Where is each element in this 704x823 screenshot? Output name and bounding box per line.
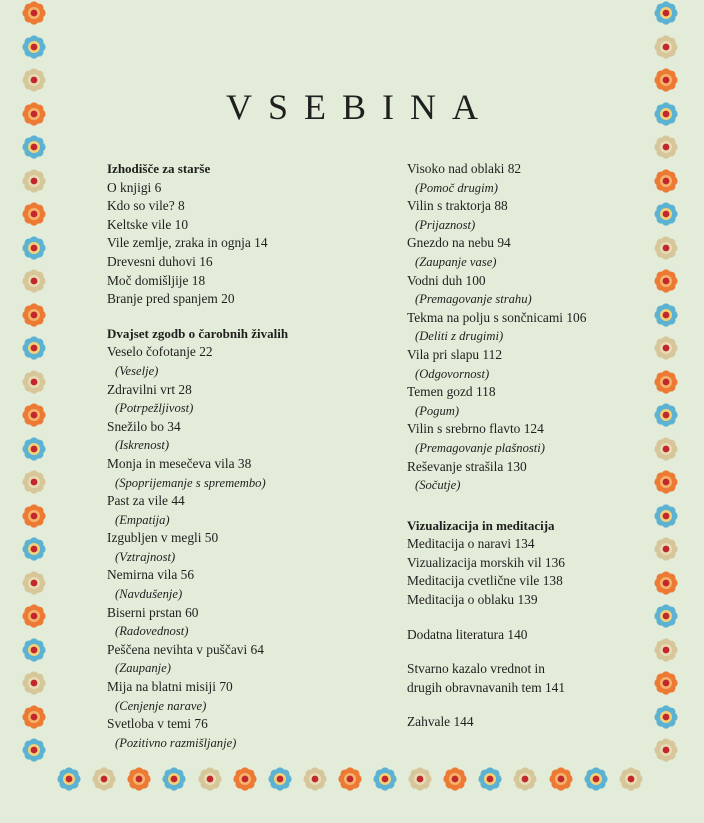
story-entry[interactable] (407, 309, 667, 346)
story-entry[interactable] (107, 492, 377, 529)
story-entry[interactable] (407, 420, 667, 457)
story-title: Reševanje strašila 130 (407, 458, 527, 474)
orange-flower-icon (22, 604, 46, 628)
toc-entry[interactable]: Branje pred spanjem 20 (107, 291, 235, 307)
story-title: Peščena nevihta v puščavi 64 (107, 641, 264, 657)
section-heading-meditation: Vizualizacija in meditacija (407, 517, 555, 533)
tan-flower-icon (92, 767, 116, 791)
blue-flower-icon (57, 767, 81, 791)
story-entry[interactable] (107, 715, 377, 752)
blue-flower-icon (22, 437, 46, 461)
story-entry[interactable] (107, 381, 377, 418)
meditation-list (407, 535, 667, 609)
orange-flower-icon (22, 403, 46, 427)
orange-flower-icon (338, 767, 362, 791)
story-entry[interactable] (107, 343, 377, 380)
orange-flower-icon (233, 767, 257, 791)
story-title: Vilin s srebrno flavto 124 (407, 421, 544, 437)
tan-flower-icon (22, 571, 46, 595)
story-title: Nemirna vila 56 (107, 567, 195, 583)
story-title: Vodni duh 100 (407, 272, 486, 288)
left-column (107, 160, 377, 752)
right-column (407, 160, 667, 732)
toc-entry[interactable]: Keltske vile 10 (107, 216, 189, 232)
blue-flower-icon (22, 236, 46, 260)
toc-entry-literature[interactable]: Dodatna literatura 140 (407, 626, 528, 642)
tan-flower-icon (619, 767, 643, 791)
toc-entry[interactable]: Vile zemlje, zraka in ognja 14 (107, 235, 268, 251)
toc-entry[interactable]: Vizualizacija morskih vil 136 (407, 554, 565, 570)
story-value: (Premagovanje plašnosti) (415, 440, 545, 455)
section-heading-parents: Izhodišče za starše (107, 161, 211, 176)
story-entry[interactable] (407, 272, 667, 309)
orange-flower-icon (22, 303, 46, 327)
story-entry[interactable] (107, 455, 377, 492)
toc-entry[interactable]: Meditacija o naravi 134 (407, 536, 535, 552)
story-value: (Zaupanje) (115, 661, 171, 676)
blue-flower-icon (22, 35, 46, 59)
story-value: (Zaupanje vase) (415, 254, 497, 269)
orange-flower-icon (549, 767, 573, 791)
story-entry[interactable] (407, 160, 667, 197)
blue-flower-icon (584, 767, 608, 791)
tan-flower-icon (654, 35, 678, 59)
index-line: Stvarno kazalo vrednot in (407, 661, 545, 677)
story-entry[interactable] (107, 678, 377, 715)
story-entry[interactable] (407, 234, 667, 271)
page-title: VSEBINA (225, 87, 494, 128)
tan-flower-icon (22, 370, 46, 394)
story-title: Vilin s traktorja 88 (407, 198, 508, 214)
story-entry[interactable] (107, 418, 377, 455)
story-title: Izgubljen v megli 50 (107, 530, 219, 546)
stories-list-right (407, 160, 667, 495)
story-entry[interactable] (107, 641, 377, 678)
blue-flower-icon (22, 336, 46, 360)
toc-entry[interactable]: Moč domišljije 18 (107, 272, 206, 288)
story-value: (Pozitivno razmišljanje) (115, 735, 237, 750)
story-value: (Navdušenje) (115, 587, 183, 602)
blue-flower-icon (162, 767, 186, 791)
story-value: (Prijaznost) (415, 217, 476, 232)
toc-entry[interactable]: O knjigi 6 (107, 179, 162, 195)
story-title: Temen gozd 118 (407, 384, 496, 400)
tan-flower-icon (198, 767, 222, 791)
story-entry[interactable] (407, 383, 667, 420)
tan-flower-icon (654, 135, 678, 159)
story-title: Visoko nad oblaki 82 (407, 161, 522, 176)
parents-list (107, 179, 377, 309)
story-value: (Sočutje) (415, 478, 461, 493)
tan-flower-icon (22, 269, 46, 293)
story-value: (Radovednost) (115, 624, 189, 639)
story-value: (Veselje) (115, 363, 159, 378)
tan-flower-icon (22, 169, 46, 193)
story-value: (Cenjenje narave) (115, 698, 207, 713)
toc-entry[interactable]: Drevesni duhovi 16 (107, 253, 213, 269)
tan-flower-icon (22, 671, 46, 695)
story-value: (Empatija) (115, 512, 170, 527)
story-entry[interactable] (407, 346, 667, 383)
story-value: (Pogum) (415, 403, 460, 418)
story-value: (Vztrajnost) (115, 549, 176, 564)
story-title: Mija na blatni misiji 70 (107, 679, 233, 695)
toc-entry[interactable]: Meditacija cvetlične vile 138 (407, 573, 563, 589)
story-value: (Spoprijemanje s spremembo) (115, 475, 266, 490)
tan-flower-icon (303, 767, 327, 791)
story-title: Snežilo bo 34 (107, 418, 181, 434)
tan-flower-icon (408, 767, 432, 791)
story-entry[interactable] (407, 458, 667, 495)
orange-flower-icon (443, 767, 467, 791)
story-title: Svetloba v temi 76 (107, 716, 208, 732)
story-value: (Pomoč drugim) (415, 180, 498, 195)
story-value: (Potrpežljivost) (115, 401, 194, 416)
index-line: drugih obravnavanih tem 141 (407, 679, 566, 695)
section-heading-stories: Dvajset zgodb o čarobnih živalih (107, 325, 289, 341)
story-title: Monja in mesečeva vila 38 (107, 455, 252, 471)
blue-flower-icon (22, 135, 46, 159)
story-value: (Iskrenost) (115, 438, 170, 453)
story-title: Tekma na polju s sončnicami 106 (407, 309, 587, 325)
story-entry[interactable] (407, 197, 667, 234)
story-title: Biserni prstan 60 (107, 604, 199, 620)
story-value: (Premagovanje strahu) (415, 292, 532, 307)
story-entry[interactable] (107, 566, 377, 603)
story-title: Vila pri slapu 112 (407, 346, 503, 362)
story-entry[interactable] (107, 604, 377, 641)
blue-flower-icon (22, 738, 46, 762)
tan-flower-icon (654, 738, 678, 762)
orange-flower-icon (22, 1, 46, 25)
stories-list-left (107, 343, 377, 752)
blue-flower-icon (478, 767, 502, 791)
blue-flower-icon (22, 537, 46, 561)
blue-flower-icon (373, 767, 397, 791)
toc-entry-index[interactable] (407, 660, 667, 697)
tan-flower-icon (22, 470, 46, 494)
story-title: Zdravilni vrt 28 (107, 381, 192, 397)
story-value: (Deliti z drugimi) (415, 329, 504, 344)
blue-flower-icon (654, 1, 678, 25)
orange-flower-icon (22, 705, 46, 729)
story-value: (Odgovornost) (415, 366, 490, 381)
orange-flower-icon (22, 504, 46, 528)
orange-flower-icon (22, 202, 46, 226)
orange-flower-icon (127, 767, 151, 791)
toc-entry-thanks[interactable]: Zahvale 144 (407, 714, 474, 730)
blue-flower-icon (22, 638, 46, 662)
tan-flower-icon (513, 767, 537, 791)
story-entry[interactable] (107, 529, 377, 566)
toc-entry[interactable]: Meditacija o oblaku 139 (407, 592, 538, 608)
story-title: Gnezdo na nebu 94 (407, 235, 511, 251)
toc-entry[interactable]: Kdo so vile? 8 (107, 198, 185, 214)
blue-flower-icon (268, 767, 292, 791)
story-title: Past za vile 44 (107, 493, 185, 509)
story-title: Veselo čofotanje 22 (107, 344, 213, 360)
